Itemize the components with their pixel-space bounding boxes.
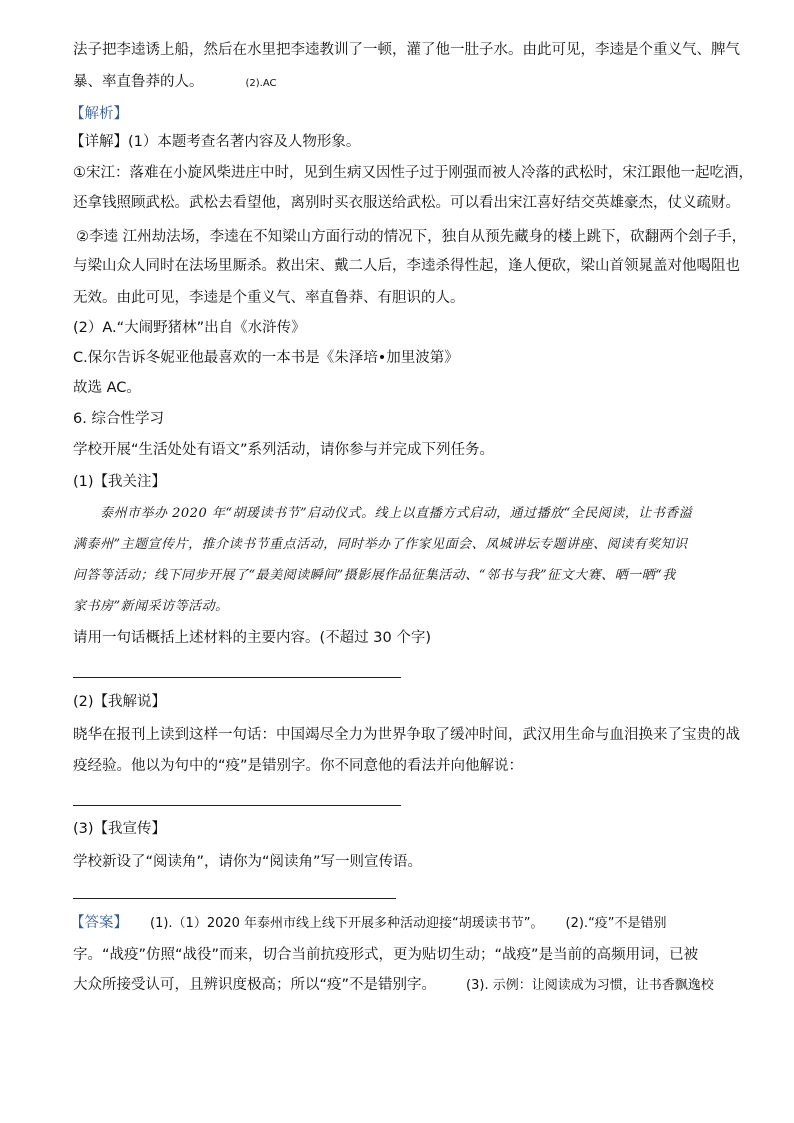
material-line: 泰州市举办 2020 年“胡瑗读书节”启动仪式。线上以直播方式启动，通过播放“全民阅读，让书香溢: [100, 506, 693, 521]
answer-text-line: 法子把李逵诱上船，然后在水里把李逵教训了一顿，灌了他一肚子水。由此可见，李逵是个重义气、脾气: [73, 42, 740, 58]
task-heading: (3)【我宣传】: [73, 821, 167, 837]
material-line: 家书房”新闻采访等活动。: [73, 599, 229, 614]
answer-text: 暴、率直鲁莽的人。: [73, 74, 204, 90]
detail-text-line: 故选 AC。: [73, 380, 141, 396]
detail-text-line: C.保尔告诉冬妮亚他最喜欢的一本书是《朱泽培•加里波第》: [73, 350, 459, 366]
detail-text-line: ②李逵 江州劫法场，李逵在不知梁山方面行动的情况下，独自从预先藏身的楼上跳下，砍翻两个刽子手，: [76, 229, 747, 245]
task-heading: (1)【我关注】: [73, 474, 167, 490]
answer-blank-line[interactable]: [73, 898, 396, 899]
answer-text-line: 字。“战疫”仿照“战役”而来，切合当前抗疫形式，更为贴切生动；“战疫”是当前的高频用词，已被: [73, 947, 699, 963]
detail-text-line: 还拿钱照顾武松。武松去看望他，离别时买衣服送给武松。可以看出宋江喜好结交英雄豪杰，仗义疏财。: [73, 195, 740, 211]
task-heading: (2)【我解说】: [73, 694, 167, 710]
question-intro: 学校开展“生活处处有语文”系列活动，请你参与并完成下列任务。: [73, 442, 495, 458]
task-prompt: 学校新设了“阅读角”，请你为“阅读角”写一则宣传语。: [73, 854, 423, 870]
answer-text: 大众所接受认可，且辨识度极高；所以“疫”不是错别字。: [73, 977, 437, 993]
answer-blank-line[interactable]: [73, 805, 401, 806]
task-prompt: 晓华在报刊上读到这样一句话：中国竭尽全力为世界争取了缓冲时间，武汉用生命与血泪换来了宝贵的战: [73, 727, 740, 743]
analysis-heading: 【解析】: [70, 106, 128, 122]
answer-text-line: [73, 975, 714, 996]
question-number: 6. 综合性学习: [73, 411, 164, 427]
detail-text-line: (2）A.“大闹野猪林”出自《水浒传》: [73, 320, 306, 336]
answer-text: (1).（1）2020 年泰州市线上线下开展多种活动迎接“胡瑗读书节”。: [150, 916, 544, 931]
answer-text: (3). 示例：让阅读成为习惯，让书香飘逸校: [466, 978, 714, 993]
answer-choice: (2).AC: [245, 78, 277, 89]
material-line: 问答等活动；线下同步开展了“最美阅读瞬间”摄影展作品征集活动、“邻书与我”征文大赛、晒一晒“我: [73, 568, 676, 583]
detail-heading: 【详解】(1）本题考查名著内容及人物形象。: [70, 134, 361, 150]
answer-text: (2).“疫”不是错别: [565, 916, 667, 931]
task-prompt: 请用一句话概括上述材料的主要内容。(不超过 30 个字): [73, 630, 431, 646]
answer-text-line: [73, 72, 277, 94]
detail-text-line: 无效。由此可见，李逵是个重义气、率直鲁莽、有胆识的人。: [73, 290, 465, 306]
detail-text-line: 与梁山众人同时在法场里厮杀。救出宋、戴二人后，李逵杀得性起，逢人便砍，梁山首领晁盖对他喝阻也: [73, 258, 740, 274]
answer-label: 【答案】: [70, 915, 128, 931]
answer-line: [70, 913, 667, 934]
task-prompt: 疫经验。他以为句中的“疫”是错别字。你不同意他的看法并向他解说：: [73, 758, 524, 774]
answer-blank-line[interactable]: [73, 677, 401, 678]
detail-text-line: ①宋江：落难在小旋风柴进庄中时，见到生病又因性子过于刚强而被人冷落的武松时，宋江跟他一起吃酒，: [73, 165, 753, 181]
material-line: 满泰州”主题宣传片，推介读书节重点活动，同时举办了作家见面会、凤城讲坛专题讲座、阅读有奖知识: [73, 537, 688, 552]
